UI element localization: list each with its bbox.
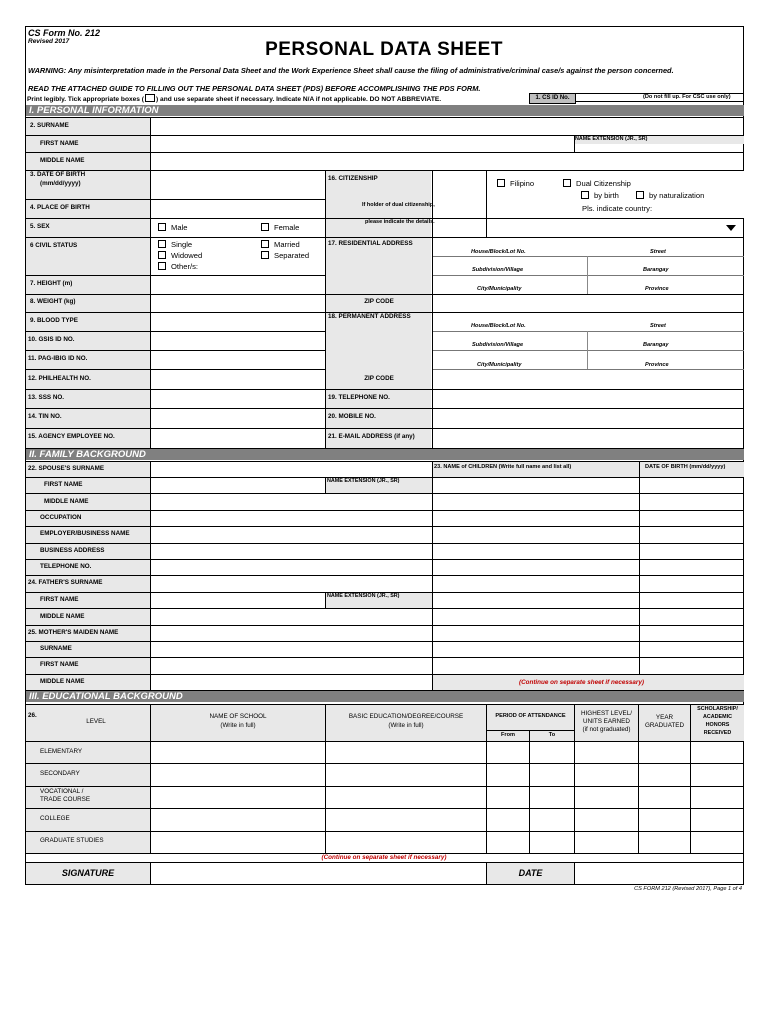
gsis-label: 10. GSIS ID NO. [28, 336, 75, 343]
checkbox-icon [158, 240, 166, 248]
country-dropdown[interactable] [487, 219, 744, 237]
citizenship-label: 16. CITIZENSHIP [328, 175, 378, 182]
tin-input[interactable] [151, 409, 325, 428]
res-address-label: 17. RESIDENTIAL ADDRESS [328, 240, 413, 247]
blood-type-input[interactable] [151, 313, 325, 331]
checkbox-icon [636, 191, 644, 199]
pob-label: 4. PLACE OF BIRTH [30, 204, 90, 211]
mother-surname-label: SURNAME [40, 645, 72, 652]
family-telephone-label: TELEPHONE NO. [40, 563, 92, 570]
spouse-middle-name-label: MIDDLE NAME [44, 498, 89, 505]
sex-female-text: Female [274, 223, 300, 232]
citizenship-birth-option[interactable] [581, 191, 619, 200]
gsis-input[interactable] [151, 332, 325, 350]
date-label: DATE [518, 868, 543, 878]
sample-checkbox-icon [145, 94, 155, 102]
pagibig-input[interactable] [151, 351, 325, 369]
res-zipcode-label: ZIP CODE [364, 298, 394, 305]
citizenship-filipino-text: Filipino [510, 179, 535, 188]
civil-status-label: 6 CIVIL STATUS [30, 242, 78, 249]
pob-input[interactable] [151, 200, 325, 218]
course-label: BASIC EDUCATION/DEGREE/COURSE [348, 713, 464, 720]
civil-widowed-text: Widowed [171, 251, 203, 260]
sss-input[interactable] [151, 390, 325, 408]
checkbox-icon [581, 191, 589, 199]
weight-label: 8. WEIGHT (kg) [30, 298, 76, 305]
print-instruction-post: ) and use separate sheet if necessary. Indicate N/A if not applicable. DO NOT ABBREVIATE. [156, 96, 442, 103]
email-label: 21. E-MAIL ADDRESS (if any) [328, 433, 415, 440]
employer-label: EMPLOYER/BUSINESS NAME [40, 530, 130, 537]
print-instruction-pre: Print legibly. Tick appropriate boxes ( [27, 96, 145, 103]
honors-label-1: SCHOLARSHIP/ [697, 706, 738, 712]
highest-level-label-3: (if not graduated) [582, 726, 631, 733]
dob-input[interactable] [151, 171, 325, 199]
perm-house-label: House/Block/Lot No. [471, 323, 526, 329]
civil-single-option[interactable] [158, 240, 192, 249]
father-surname-label: 24. FATHER'S SURNAME [28, 579, 103, 586]
perm-prov-label: Province [645, 362, 669, 368]
res-house-label: House/Block/Lot No. [471, 249, 526, 255]
revised-label: Revised 2017 [28, 38, 70, 45]
father-surname-input[interactable] [151, 576, 432, 592]
civil-others-option[interactable] [158, 262, 198, 271]
spouse-surname-input[interactable] [151, 462, 432, 477]
level-elementary: ELEMENTARY [40, 748, 83, 755]
occupation-label: OCCUPATION [40, 514, 82, 521]
checkbox-icon [158, 251, 166, 259]
first-name-input[interactable] [151, 136, 574, 152]
telephone-input[interactable] [433, 390, 744, 408]
first-name-label: FIRST NAME [40, 140, 79, 147]
res-city-label: City/Municipality [477, 286, 522, 292]
year-graduated-label-1: YEAR [655, 714, 674, 721]
father-name-ext-label: NAME EXTENSION (JR., SR) [327, 593, 400, 599]
chevron-down-icon[interactable] [726, 225, 736, 231]
college-school-input[interactable] [151, 809, 325, 831]
year-graduated-label-2: GRADUATED [644, 722, 685, 729]
date-input[interactable] [575, 863, 744, 884]
business-address-label: BUSINESS ADDRESS [40, 547, 105, 554]
father-middle-name-label: MIDDLE NAME [40, 613, 85, 620]
perm-zipcode-label: ZIP CODE [364, 375, 394, 382]
level-college: COLLEGE [40, 815, 70, 822]
level-trade-course: TRADE COURSE [40, 796, 91, 803]
level-secondary: SECONDARY [40, 770, 80, 777]
education-level-label: LEVEL [86, 718, 106, 725]
citizenship-dual-option[interactable] [563, 179, 631, 188]
education-num-label: 26. [28, 712, 37, 719]
height-label: 7. HEIGHT (m) [30, 280, 73, 287]
civil-others-text: Other/s: [171, 262, 199, 271]
children-name-input[interactable] [433, 478, 639, 493]
sex-label: 5. SEX [30, 223, 50, 230]
warning-text: WARNING: Any misinterpretation made in the Personal Data Sheet and the Work Experience Sheet shall cause the filing of administrative/criminal case/s against the person concerned. [28, 66, 674, 75]
dual-note-line2: please indicate the details. [365, 219, 435, 225]
school-name-label: NAME OF SCHOOL [209, 713, 267, 720]
csc-use-note: (Do not fill up. For CSC use only) [643, 94, 731, 100]
highest-level-label-2: UNITS EARNED [583, 718, 630, 725]
signature-label: SIGNATURE [61, 868, 115, 878]
section-personal-header: I. PERSONAL INFORMATION [26, 105, 744, 116]
children-header-label: 23. NAME of CHILDREN (Write full name and list all) [434, 464, 572, 470]
name-ext-label: NAME EXTENSION (JR., SR) [575, 136, 648, 142]
vocational-school-input[interactable] [151, 787, 325, 808]
highest-level-label-1: HIGHEST LEVEL/ [581, 710, 632, 717]
mother-first-name-label: FIRST NAME [40, 661, 79, 668]
family-continue-note: (Continue on separate sheet if necessary) [519, 679, 644, 686]
dual-note-line1: If holder of dual citizenship, [362, 202, 435, 208]
read-guide-text: READ THE ATTACHED GUIDE TO FILLING OUT THE PERSONAL DATA SHEET (PDS) BEFORE ACCOMPLISHING THE PDS FORM. [28, 84, 481, 93]
citizenship-filipino-option[interactable] [497, 179, 534, 188]
education-continue-note: (Continue on separate sheet if necessary) [321, 854, 447, 861]
checkbox-icon [158, 262, 166, 270]
mobile-label: 20. MOBILE NO. [328, 413, 376, 420]
spouse-first-name-label: FIRST NAME [44, 481, 83, 488]
cs-id-label: 1. CS ID No. [529, 93, 576, 104]
sex-male-option[interactable] [158, 223, 187, 232]
mobile-input[interactable] [433, 409, 744, 428]
period-from-label: From [501, 732, 515, 738]
agency-label: 15. AGENCY EMPLOYEE NO. [28, 433, 115, 440]
dob-format-label: (mm/dd/yyyy) [40, 180, 81, 187]
checkbox-icon [261, 223, 269, 231]
perm-city-label: City/Municipality [477, 362, 522, 368]
philhealth-label: 12. PHILHEALTH NO. [28, 375, 91, 382]
surname-input[interactable] [151, 118, 744, 135]
perm-subd-label: Subdivision/Village [472, 342, 524, 348]
citizenship-dual-text: Dual Citizenship [576, 179, 631, 188]
middle-name-label: MIDDLE NAME [40, 157, 85, 164]
res-prov-label: Province [645, 286, 669, 292]
period-to-label: To [548, 732, 556, 738]
pagibig-label: 11. PAG-IBIG ID NO. [28, 355, 88, 362]
civil-single-text: Single [171, 240, 193, 249]
section-education-header: III. EDUCATIONAL BACKGROUND [26, 691, 744, 702]
checkbox-icon [563, 179, 571, 187]
print-instruction [27, 94, 441, 103]
citizenship-birth-text: by birth [594, 191, 619, 200]
signature-input[interactable] [151, 863, 486, 884]
section-family-header: II. FAMILY BACKGROUND [26, 449, 744, 460]
elementary-school-input[interactable] [151, 742, 325, 763]
middle-name-input[interactable] [151, 153, 744, 170]
personal-label-col-mid [325, 170, 431, 448]
perm-street-label: Street [650, 323, 666, 329]
father-first-name-label: FIRST NAME [40, 596, 79, 603]
res-street-label: Street [650, 249, 666, 255]
surname-label: 2. SURNAME [30, 122, 69, 129]
civil-separated-option[interactable] [261, 251, 309, 260]
checkbox-icon [261, 240, 269, 248]
blood-type-label: 9. BLOOD TYPE [30, 317, 78, 324]
citizenship-naturalization-text: by naturalization [649, 191, 705, 200]
sex-male-text: Male [171, 223, 188, 232]
sss-label: 13. SSS NO. [28, 394, 65, 401]
spouse-name-ext-label: NAME EXTENSION (JR., SR) [327, 478, 400, 484]
civil-separated-text: Separated [274, 251, 310, 260]
civil-widowed-option[interactable] [158, 251, 202, 260]
sex-female-option[interactable] [261, 223, 299, 232]
res-subd-label: Subdivision/Village [472, 267, 524, 273]
agency-input[interactable] [151, 429, 325, 448]
children-dob-label: DATE OF BIRTH (mm/dd/yyyy) [645, 464, 726, 470]
perm-address-label: 18. PERMANENT ADDRESS [328, 313, 411, 320]
spouse-surname-label: 22. SPOUSE'S SURNAME [28, 465, 105, 472]
dob-label: 3. DATE OF BIRTH [30, 171, 86, 178]
citizenship-naturalization-option[interactable] [636, 191, 704, 200]
tin-label: 14. TIN NO. [28, 413, 62, 420]
spouse-first-name-input[interactable] [151, 478, 325, 493]
civil-married-text: Married [274, 240, 300, 249]
checkbox-icon [261, 251, 269, 259]
honors-label-4: RECEIVED [703, 730, 732, 736]
checkbox-icon [497, 179, 505, 187]
mother-middle-name-label: MIDDLE NAME [40, 678, 85, 685]
honors-label-2: ACADEMIC [702, 714, 733, 720]
email-input[interactable] [433, 429, 744, 448]
secondary-school-input[interactable] [151, 764, 325, 786]
mother-maiden-label: 25. MOTHER'S MAIDEN NAME [28, 629, 119, 636]
course-sub-label: (Write in full) [388, 722, 424, 729]
level-vocational: VOCATIONAL / [40, 788, 84, 795]
weight-input[interactable] [151, 295, 325, 312]
telephone-label: 19. TELEPHONE NO. [328, 394, 390, 401]
graduate-school-input[interactable] [151, 832, 325, 853]
form-number: CS Form No. 212 [28, 28, 101, 38]
checkbox-icon [158, 223, 166, 231]
children-dob-input[interactable] [640, 478, 744, 493]
level-graduate-studies: GRADUATE STUDIES [40, 837, 104, 844]
honors-label-3: HONORS [705, 722, 730, 728]
country-label: Pls. indicate country: [582, 204, 653, 213]
philhealth-input[interactable] [151, 370, 325, 389]
page-footer: CS FORM 212 (Revised 2017), Page 1 of 4 [634, 886, 742, 892]
perm-brgy-label: Barangay [643, 342, 669, 348]
period-label: PERIOD OF ATTENDANCE [495, 713, 566, 719]
civil-married-option[interactable] [261, 240, 300, 249]
page-title: PERSONAL DATA SHEET [265, 39, 503, 60]
res-brgy-label: Barangay [643, 267, 669, 273]
height-input[interactable] [151, 276, 325, 294]
school-name-sub-label: (Write in full) [220, 722, 256, 729]
